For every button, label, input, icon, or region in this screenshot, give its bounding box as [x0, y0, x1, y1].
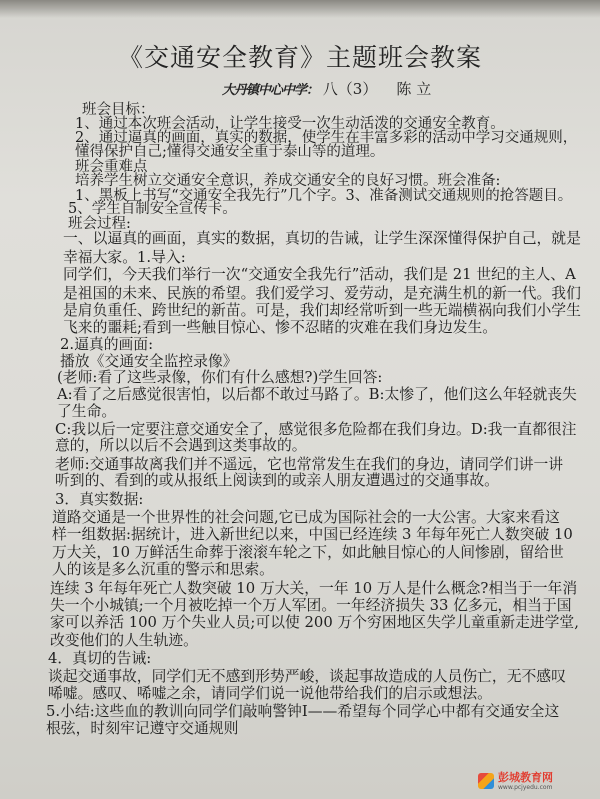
text-line: C:我以后一定要注意交通安全了，感觉很多危险都在我们身边。D:我一直都很注 — [55, 421, 577, 438]
text-line: 同学们，今天我们举行一次“交通安全我先行”活动，我们是 21 世纪的主人、A — [63, 266, 576, 283]
document-title: 《交通安全教育》主题班会教案 — [117, 43, 482, 72]
text-line: 是祖国的未来、民族的希望。我们爱学习、爱劳动，是充满生机的新一代。我们 — [63, 285, 581, 302]
text-line: 幸福大家。1.导入: — [63, 249, 186, 266]
text-line: 了生命。 — [57, 403, 117, 420]
text-line: 听到的、看到的或从报纸上阅读到的或亲人朋友遭遇过的交通事故。 — [55, 472, 499, 489]
watermark-text: 彭城教育网 — [498, 770, 553, 784]
text-line: (老师:看了这些录像，你们有什么感想?)学生回答: — [57, 369, 383, 386]
text-line: 根弦，时刻牢记遵守交通规则 — [46, 720, 239, 737]
text-line: 5.小结:这些血的教训向同学们敲响警钟Ⅰ——希望每个同学心中都有交通安全这 — [46, 703, 560, 720]
text-line: 是肩负重任、跨世纪的新苗。可是，我们却经常听到一些无端横祸向我们小学生 — [63, 302, 581, 319]
text-line: 班会重难点 — [75, 159, 148, 175]
text-line: 5、学生自制安全宣传卡。 — [68, 201, 237, 217]
text-line: 1、通过本次班会活动，让学生接受一次生动活泼的交通安全教育。 — [75, 116, 505, 132]
watermark-url: www.pcjyedu.com — [498, 783, 553, 791]
teacher-name: 陈 立 — [396, 80, 432, 98]
page-shadow — [0, 0, 600, 18]
author-line — [222, 78, 431, 99]
text-line: 老师:交通事故离我们并不遥远，它也常常发生在我们的身边，请同学们讲一讲 — [55, 456, 564, 473]
text-line: 谈起交通事故，同学们无不感到形势严峻，谈起事故造成的人员伤亡，无不感叹 — [48, 668, 566, 685]
text-line: 家可以养活 100 万个失业人员;可以使 200 万个穷困地区失学儿童重新走进学堂, — [50, 614, 579, 631]
text-line: 失一个小城镇;一个月被吃掉一个万人军团。一年经济损失 33 亿多元，相当于国 — [50, 597, 572, 614]
text-line: 懂得保护自己;懂得交通安全重于泰山等的道理。 — [75, 144, 385, 160]
text-line: 连续 3 年每年死亡人数突破 10 万大关，一年 10 万人是什么概念?相当于一年消 — [50, 580, 578, 597]
text-line: 唏嘘。感叹、唏嘘之余，请同学们说一说他带给我们的启示或想法。 — [48, 685, 492, 702]
text-line: 样一组数据:据统计，进入新世纪以来，中国已经连续 3 年每年死亡人数突破 10 — [52, 526, 573, 543]
text-line: 意的，所以以后不会遇到这类事故的。 — [55, 437, 307, 454]
text-line: 3．真实数据: — [55, 491, 144, 508]
text-line: 飞来的噩耗;看到一些触目惊心、惨不忍睹的灾难在我们身边发生。 — [63, 319, 498, 336]
text-line: 班会过程: — [68, 216, 131, 232]
text-line: 2.逼真的画面: — [60, 336, 154, 353]
class-name: 八（3） — [322, 80, 378, 98]
text-line: 4．真切的告诫: — [48, 650, 152, 667]
text-line: 2、通过逼真的画面，真实的数据，使学生在丰富多彩的活动中学习交通规则， — [75, 130, 578, 146]
text-line: 改变他们的人生轨迹。 — [50, 632, 198, 649]
watermark-logo — [478, 770, 590, 792]
text-line: 班会目标： — [82, 102, 155, 118]
text-line: 播放《交通安全监控录像》 — [60, 353, 238, 370]
text-line: 道路交通是一个世界性的社会问题,它已成为国际社会的一大公害。大家来看这 — [52, 509, 560, 526]
text-line: 一、以逼真的画面，真实的数据，真切的告诫，让学生深深懂得保护自己，就是 — [63, 230, 581, 247]
text-line: 万大关，10 万鲜活生命葬于滚滚车轮之下，如此触目惊心的人间惨剧，留给世 — [52, 544, 564, 561]
text-line: 1、黑板上书写“交通安全我先行”几个字。3、准备测试交通规则的抢答题目。 — [75, 188, 573, 204]
text-line: A:看了之后感觉很害怕，以后都不敢过马路了。B:太惨了，他们这么年轻就丧失 — [57, 386, 577, 403]
school-signature: 大丹镇中心中学： — [222, 83, 319, 98]
text-line: 培养学生树立交通安全意识，养成交通安全的良好习惯。班会准备: — [75, 173, 501, 189]
site-logo-icon — [478, 773, 494, 789]
text-line: 人的该是多么沉重的警示和思索。 — [52, 561, 274, 578]
